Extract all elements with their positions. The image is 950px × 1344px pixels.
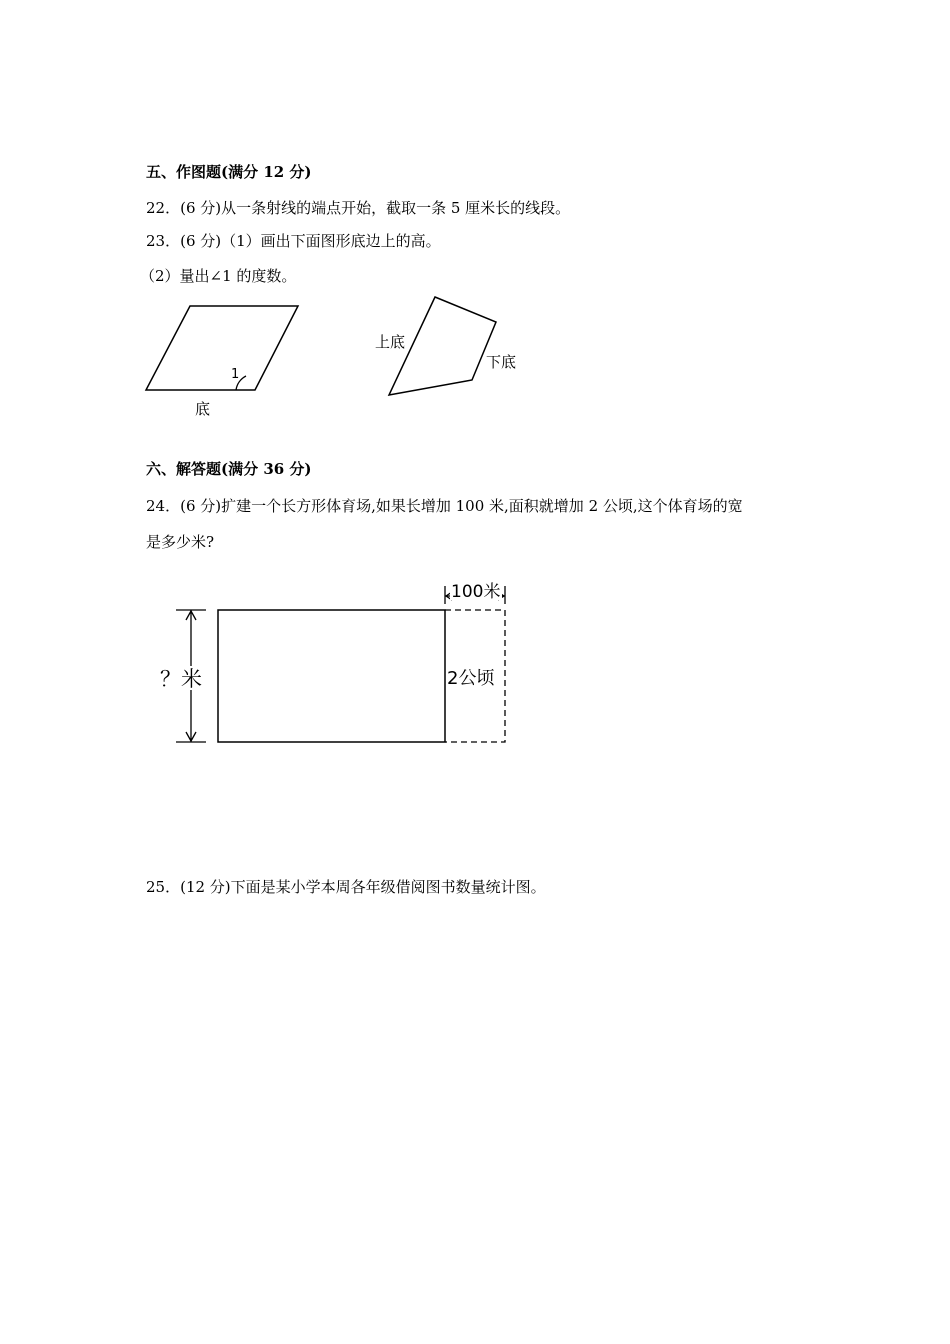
question-24-line2: 是多少米? <box>146 533 215 551</box>
question-24-line1: 24．(6 分)扩建一个长方形体育场,如果长增加 100 米,面积就增加 2 公顷,这个体育场的宽 <box>146 497 743 515</box>
added-length-label: 100米 <box>451 582 501 602</box>
base-label: 底 <box>195 400 211 418</box>
bottom-base-label: 下底 <box>486 353 517 371</box>
question-23-part2: （2）量出∠1 的度数。 <box>140 267 297 285</box>
question-25: 25．(12 分)下面是某小学本周各年级借阅图书数量统计图。 <box>146 878 546 896</box>
trapezoid-figure <box>372 292 532 402</box>
trapezoid-shape <box>389 297 496 395</box>
section-5-heading: 五、作图题(满分 12 分) <box>146 163 312 181</box>
question-22: 22．(6 分)从一条射线的端点开始，截取一条 5 厘米长的线段。 <box>146 199 571 217</box>
width-unknown-label: ？米 <box>160 667 202 691</box>
angle-1-label: 1 <box>231 367 240 382</box>
parallelogram-figure <box>140 300 310 425</box>
section-6-heading: 六、解答题(满分 36 分) <box>146 460 312 478</box>
field-rectangle <box>218 610 445 742</box>
parallelogram-shape <box>146 306 298 390</box>
added-area-label: 2公顷 <box>447 668 495 689</box>
field-expansion-figure <box>150 578 530 758</box>
question-23-part1: 23．(6 分)（1）画出下面图形底边上的高。 <box>146 232 441 250</box>
top-base-label: 上底 <box>375 333 406 351</box>
